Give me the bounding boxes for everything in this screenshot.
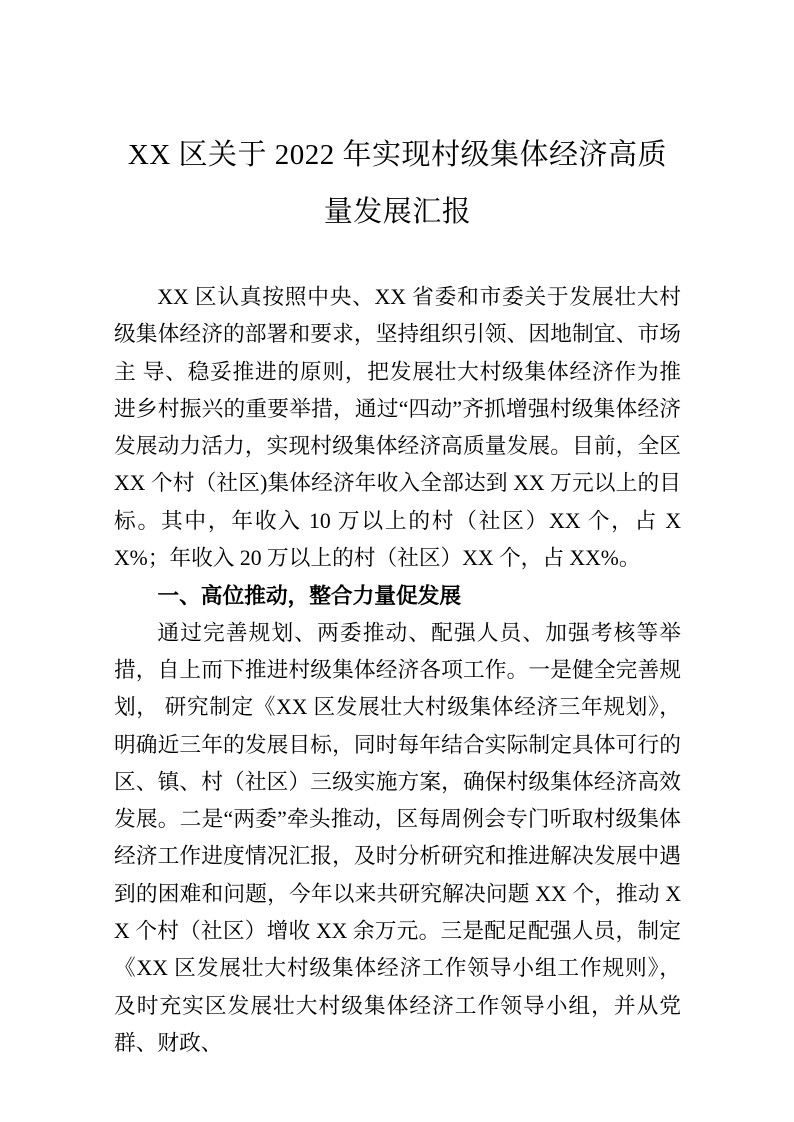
document-content xyxy=(114,0,681,1062)
document-title: XX 区关于 2022 年实现村级集体经济高质量发展汇报 xyxy=(127,139,668,228)
intro-paragraph: XX 区认真按照中央、XX 省委和市委关于发展壮大村级集体经济的部署和要求，坚持组织引领、因地制宜、市场主 导、稳妥推进的原则，把发展壮大村级集体经济作为推进乡村振兴的重要举措，通过“四动”齐抓增强村级集体经济发展动力活力，实现村级集体经济高质量发展。目前，全区 XX 个村（社区)集体经济年收入全部达到 XX 万元以上的目标。其中，年收入 10 万以上的村（社区）XX 个，占 XX%；年收入 20 万以上的村（社区）XX 个，占 XX%。 xyxy=(114,285,681,571)
section-1-paragraph: 通过完善规划、两委推动、配强人员、加强考核等举措，自上而下推进村级集体经济各项工作。一是健全完善规划， 研究制定《XX 区发展壮大村级集体经济三年规划》，明确近三年的发展目标，同时每年结合实际制定具体可行的区、镇、村（社区）三级实施方案，确保村级集体经济高效发展。二是“两委”牵头推动，区每周例会专门听取村级集体经济工作进度情况汇报，及时分析研究和推进解决发展中遇到的困难和问题，今年以来共研究解决问题 XX 个，推动 XX 个村（社区）增收 XX 余万元。三是配足配强人员，制定《XX 区发展壮大村级集体经济工作领导小组工作规则》，及时充实区发展壮大村级集体经济工作领导小组，并从党群、财政、 xyxy=(114,620,681,1055)
section-heading-1: 一、高位推动，整合力量促发展 xyxy=(157,583,462,609)
